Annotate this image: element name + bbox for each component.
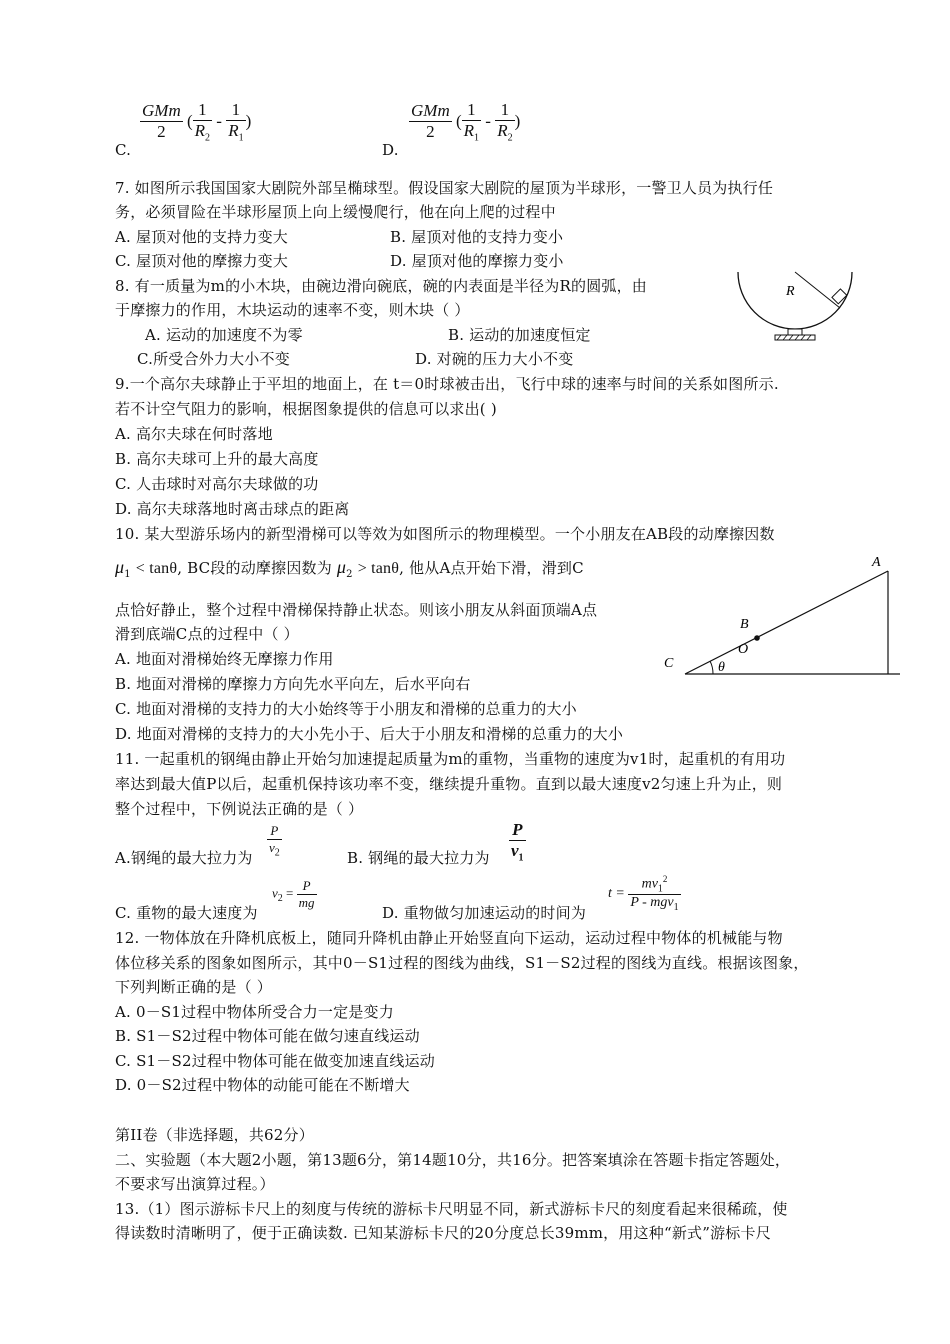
- q10-option-a: A. 地面对滑梯始终无摩擦力作用: [115, 650, 334, 668]
- label-a: A: [872, 555, 881, 570]
- q7-option-a: A. 屋顶对他的支持力变大: [115, 228, 288, 246]
- q7-stem-line1: 7. 如图所示我国国家大剧院外部呈椭球型。假设国家大剧院的屋顶为半球形，一警卫人员为执行任: [115, 179, 774, 197]
- label-b: B: [740, 617, 749, 632]
- q11-option-b: B. 钢绳的最大拉力为: [347, 849, 490, 867]
- q10-stem-line2: $\mu_1 < \tan\theta$, BC段的动摩擦因数为 $\mu_2 > \tan\theta$, 他从A点开始下滑，滑到C: [115, 557, 584, 580]
- q9-option-c: C. 人击球时对高尔夫球做的功: [115, 475, 319, 493]
- radius-label: R: [786, 284, 795, 299]
- section2-line1: 二、实验题（本大题2小题，第13题6分，第14题10分，共16分。把答案填涂在答题卡指定答题处，: [115, 1151, 791, 1169]
- q7-stem-line2: 务，必须冒险在半球形屋顶上向上缓慢爬行，他在向上爬的过程中: [115, 203, 556, 221]
- angle-arc: [710, 661, 713, 674]
- q11-option-c: C. 重物的最大速度为: [115, 904, 258, 922]
- q6-option-c-label: C.: [115, 141, 132, 159]
- q8-option-a: A. 运动的加速度不为零: [145, 326, 303, 344]
- q8-stem-line1: 8. 有一质量为m的小木块，由碗边滑向碗底，碗的内表面是半径为R的圆弧，由: [115, 277, 648, 295]
- q12-stem-line3: 下列判断正确的是（ ）: [115, 978, 272, 996]
- slide-figure: [655, 548, 915, 683]
- q10-option-d: D. 地面对滑梯的支持力的大小先小于、后大于小朋友和滑梯的总重力的大小: [115, 725, 624, 743]
- q12-option-b: B. S1－S2过程中物体可能在做匀速直线运动: [115, 1027, 420, 1045]
- q8-stem-line2: 于摩擦力的作用，木块运动的速率不变，则木块（ ）: [115, 301, 470, 319]
- q11-option-c-formula: $v_2$ = $\frac{P}{mg}$: [272, 878, 315, 910]
- q12-stem-line2: 体位移关系的图象如图所示，其中0－S1过程的图线为曲线，S1－S2过程的图线为直线。根据该图象，: [115, 954, 809, 972]
- incline: [685, 571, 888, 674]
- q7-option-c: C. 屋顶对他的摩擦力变大: [115, 252, 289, 270]
- q11-stem-line2: 率达到最大值P以后，起重机保持该功率不变，继续提升重物。直到以最大速度v2匀速上升为止，则: [115, 775, 783, 793]
- q11-stem-line3: 整个过程中，下例说法正确的是（ ）: [115, 800, 364, 818]
- q9-option-a: A. 高尔夫球在何时落地: [115, 425, 273, 443]
- q7-option-d: D. 屋顶对他的摩擦力变小: [390, 252, 564, 270]
- q11-stem-line1: 11. 一起重机的钢绳由静止开始匀加速提起质量为m的重物，当重物的速度为v1时，起重机的有用功: [115, 750, 786, 768]
- q9-stem-line2: 若不计空气阻力的影响，根据图象提供的信息可以求出( ): [115, 400, 497, 418]
- label-theta: θ: [718, 660, 725, 675]
- q7-option-b: B. 屋顶对他的支持力变小: [390, 228, 564, 246]
- q12-option-a: A. 0－S1过程中物体所受合力一定是变力: [115, 1003, 394, 1021]
- bowl-figure: [730, 268, 860, 353]
- q9-option-d: D. 高尔夫球落地时离击球点的距离: [115, 500, 350, 518]
- q12-option-d: D. 0－S2过程中物体的动能可能在不断增大: [115, 1076, 410, 1094]
- q8-option-b: B. 运动的加速度恒定: [448, 326, 591, 344]
- q6-option-d-formula: $\frac{\text{GMm}}{2}$ ( $\frac{1}{R_1}$ - $\frac{1}{R_2}$ ): [411, 100, 521, 144]
- q6-option-c-formula: $\frac{\text{GMm}}{2}$ ( $\frac{1}{R_2}$ - $\frac{1}{R_1}$ ): [142, 100, 252, 144]
- radius-line: [795, 272, 840, 308]
- q10-stem-line1: 10. 某大型游乐场内的新型滑梯可以等效为如图所示的物理模型。一个小朋友在AB段的动摩擦因数: [115, 525, 775, 543]
- bowl-stand: [788, 329, 802, 335]
- q8-option-d: D. 对碗的压力大小不变: [415, 350, 574, 368]
- q10-stem-line3: 点恰好静止，整个过程中滑梯保持静止状态。则该小朋友从斜面顶端A点: [115, 601, 598, 619]
- section2-line2: 不要求写出演算过程。）: [115, 1175, 275, 1193]
- point-b: [754, 635, 760, 641]
- part2-title: 第II卷（非选择题，共62分）: [115, 1126, 314, 1144]
- q10-option-b: B. 地面对滑梯的摩擦力方向先水平向左，后水平向右: [115, 675, 471, 693]
- q6-option-d-label: D.: [382, 141, 399, 159]
- q11-option-d: D. 重物做匀加速运动的时间为: [382, 904, 587, 922]
- q13-line2: 得读数时清晰明了，便于正确读数. 已知某游标卡尺的20分度总长39mm，用这种“新式”游标卡尺: [115, 1224, 771, 1242]
- q10-stem-line4: 滑到底端C点的过程中（ ）: [115, 625, 299, 643]
- q8-option-c: C.所受合外力大小不变: [137, 350, 290, 368]
- q11-option-b-formula: $\frac{P}{v_1}$: [511, 820, 524, 864]
- q13-line1: 13.（1）图示游标卡尺上的刻度与传统的游标卡尺明显不同，新式游标卡尺的刻度看起来很稀疏，使: [115, 1200, 788, 1218]
- q12-stem-line1: 12. 一物体放在升降机底板上，随同升降机由静止开始竖直向下运动，运动过程中物体的机械能与物: [115, 929, 783, 947]
- q11-option-d-formula: t = $\frac{mv_1^2}{P - mgv_1}$: [608, 874, 679, 914]
- q11-option-a-formula: $\frac{P}{v_2}$: [269, 823, 280, 859]
- q9-stem-line1: 9.一个高尔夫球静止于平坦的地面上，在 t＝0时球被击出，飞行中球的速率与时间的关系如图所示.: [115, 375, 779, 393]
- q12-option-c: C. S1－S2过程中物体可能在做变加速直线运动: [115, 1052, 435, 1070]
- label-o: O: [738, 642, 749, 657]
- label-c: C: [664, 656, 674, 671]
- q11-option-a: A.钢绳的最大拉力为: [115, 849, 253, 867]
- q10-option-c: C. 地面对滑梯的支持力的大小始终等于小朋友和滑梯的总重力的大小: [115, 700, 577, 718]
- q9-option-b: B. 高尔夫球可上升的最大高度: [115, 450, 319, 468]
